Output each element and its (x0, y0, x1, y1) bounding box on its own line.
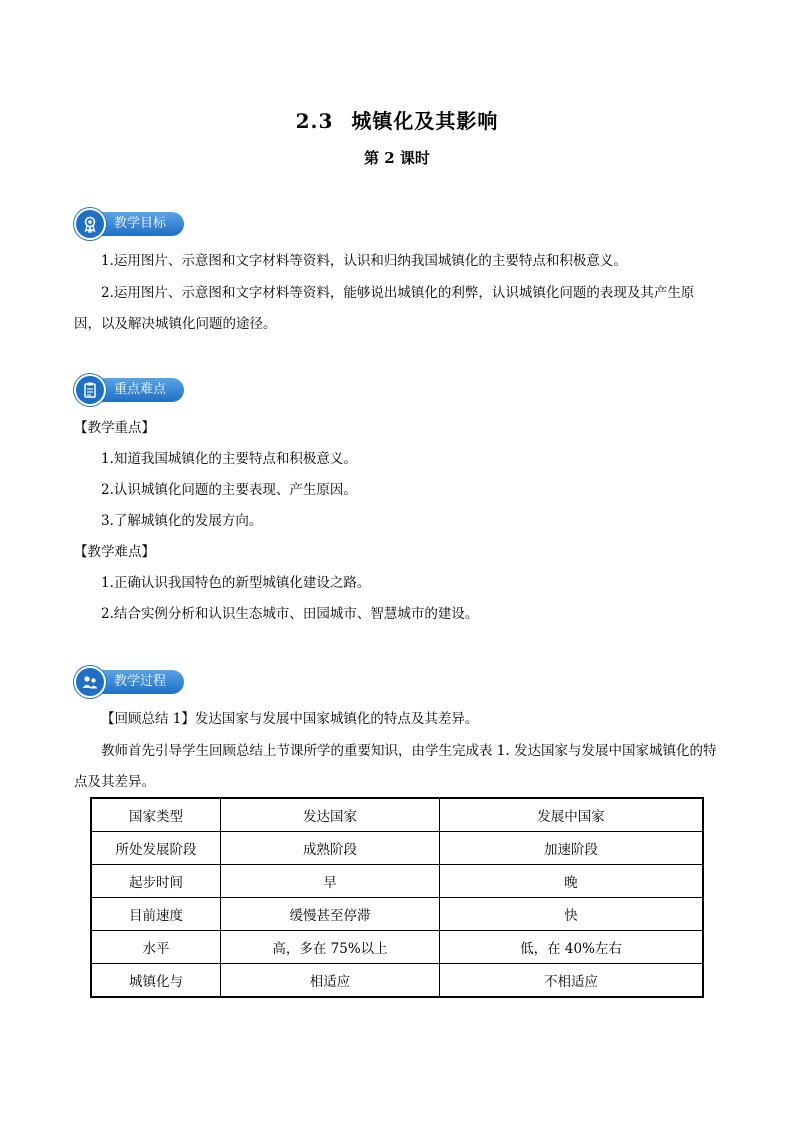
table-cell: 水平 (91, 931, 221, 964)
review-heading: 【回顾总结 1】发达国家与发展中国家城镇化的特点及其差异。 (101, 711, 479, 727)
table-row (91, 832, 703, 865)
difficulty-item-1: 1.正确认识我国特色的新型城镇化建设之路。 (101, 575, 371, 591)
comparison-table (90, 797, 704, 998)
key-item-1: 1.知道我国城镇化的主要特点和积极意义。 (101, 451, 357, 467)
table-row (91, 865, 703, 898)
table-cell: 早 (221, 865, 440, 898)
difficulty-heading: 【教学难点】 (74, 544, 155, 560)
section-badge-goals (74, 211, 184, 237)
table-row (91, 898, 703, 931)
table-cell: 目前速度 (91, 898, 221, 931)
section-badge-label: 教学目标 (94, 212, 184, 236)
table-row (91, 931, 703, 964)
people-icon (74, 666, 106, 698)
key-item-3: 3.了解城镇化的发展方向。 (101, 513, 263, 529)
table-cell: 所处发展阶段 (91, 832, 221, 865)
table-cell: 晚 (440, 865, 704, 898)
table-cell: 缓慢甚至停滞 (221, 898, 440, 931)
section-badge-label: 重点难点 (94, 378, 184, 402)
table-cell: 起步时间 (91, 865, 221, 898)
table-row (91, 964, 703, 998)
clipboard-icon (74, 374, 106, 406)
process-intro: 教师首先引导学生回顾总结上节课所学的重要知识，由学生完成表 1. 发达国家与发展中国家城镇化的特点及其差异。 (74, 743, 717, 790)
lesson-subtitle: 第 2 课时 (364, 149, 430, 167)
goal-item-1: 1.运用图片、示意图和文字材料等资料，认识和归纳我国城镇化的主要特点和积极意义。 (101, 253, 627, 269)
lesson-number: 2.3 (295, 109, 334, 133)
difficulty-item-2: 2.结合实例分析和认识生态城市、田园城市、智慧城市的建设。 (101, 606, 479, 622)
key-heading: 【教学重点】 (74, 420, 155, 436)
page-title (0, 105, 794, 134)
lesson-title: 城镇化及其影响 (351, 109, 499, 133)
section-badge-label: 教学过程 (94, 670, 184, 694)
table-cell: 发展中国家 (440, 798, 704, 832)
section-badge-process (74, 669, 184, 695)
table-cell: 国家类型 (91, 798, 221, 832)
table-cell: 高，多在 75%以上 (221, 931, 440, 964)
table-cell: 发达国家 (221, 798, 440, 832)
table-row (91, 798, 703, 832)
award-icon (74, 208, 106, 240)
table-cell: 低，在 40%左右 (440, 931, 704, 964)
table-cell: 快 (440, 898, 704, 931)
table-cell: 相适应 (221, 964, 440, 998)
key-item-2: 2.认识城镇化问题的主要表现、产生原因。 (101, 482, 357, 498)
section-badge-keypoints (74, 377, 184, 403)
table-cell: 城镇化与 (91, 964, 221, 998)
goal-item-2: 2.运用图片、示意图和文字材料等资料，能够说出城镇化的利弊，认识城镇化问题的表现及其产生原因，以及解决城镇化问题的途径。 (74, 285, 695, 332)
table-cell: 加速阶段 (440, 832, 704, 865)
table-cell: 成熟阶段 (221, 832, 440, 865)
table-cell: 不相适应 (440, 964, 704, 998)
